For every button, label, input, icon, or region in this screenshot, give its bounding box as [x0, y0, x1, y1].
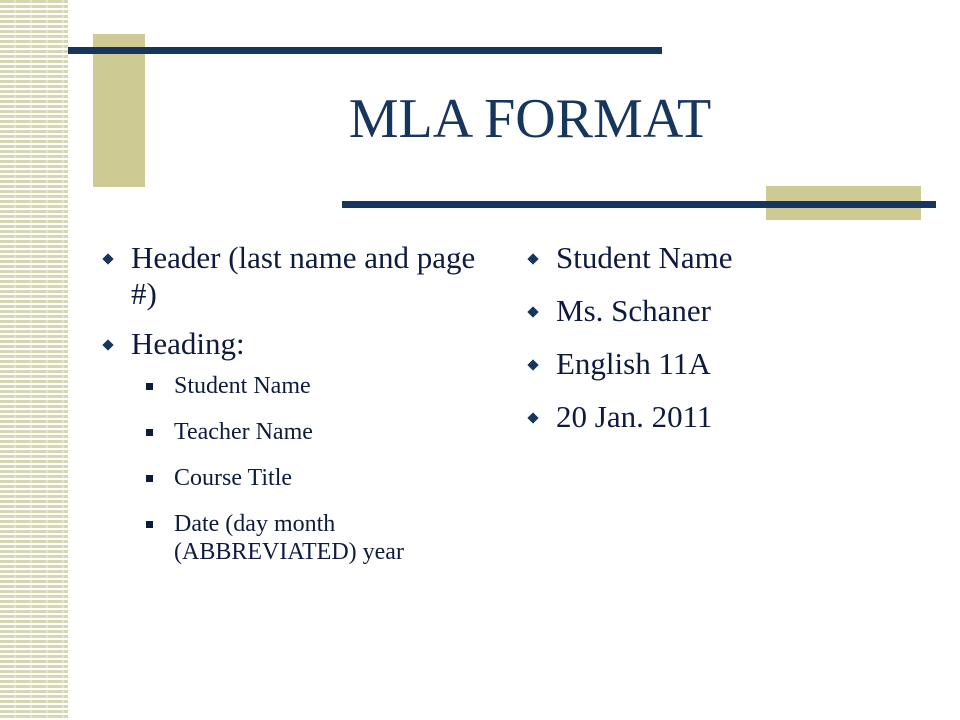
list-item-heading: [100, 326, 480, 566]
diamond-bullet-icon: [527, 253, 538, 264]
list-item-label: Heading:: [131, 326, 245, 361]
right-accent-line: [342, 201, 936, 208]
list-item-label: Ms. Schaner: [556, 293, 711, 328]
square-bullet-icon: [146, 429, 153, 436]
diamond-bullet-icon: [527, 412, 538, 423]
left-bullet-list: [100, 240, 480, 566]
list-item: [525, 399, 925, 435]
right-bullet-list: [525, 240, 925, 435]
list-item: [525, 346, 925, 382]
right-column: [525, 240, 925, 435]
diamond-bullet-icon: [102, 253, 113, 264]
square-bullet-icon: [146, 383, 153, 390]
top-accent-block: [93, 34, 145, 187]
left-column: [100, 240, 480, 566]
sub-list-item-label: Teacher Name: [174, 419, 313, 445]
list-item-label: Student Name: [556, 240, 733, 275]
list-item: [525, 240, 925, 276]
list-item-label: Header (last name and page #): [131, 240, 476, 311]
diamond-bullet-icon: [527, 306, 538, 317]
sub-list-item: [100, 464, 480, 492]
sub-list-item: [100, 418, 480, 446]
sub-list-item-label: Course Title: [174, 465, 293, 491]
top-accent-line: [68, 47, 662, 54]
square-bullet-icon: [146, 475, 153, 482]
sub-list-item-label: Date (day month (ABBREVIATED) year: [174, 511, 404, 565]
diamond-bullet-icon: [527, 359, 538, 370]
left-stripe-overlay: [0, 0, 68, 720]
heading-sub-list: [131, 372, 480, 566]
list-item-header: [100, 240, 480, 312]
list-item: [525, 293, 925, 329]
sub-list-item: [100, 372, 480, 400]
sub-list-item: [100, 510, 480, 566]
diamond-bullet-icon: [102, 339, 113, 350]
list-item-label: English 11A: [556, 346, 711, 381]
sub-list-item-label: Student Name: [174, 373, 311, 399]
slide-title: MLA FORMAT: [348, 88, 712, 150]
square-bullet-icon: [146, 521, 153, 528]
list-item-label: 20 Jan. 2011: [556, 399, 713, 434]
